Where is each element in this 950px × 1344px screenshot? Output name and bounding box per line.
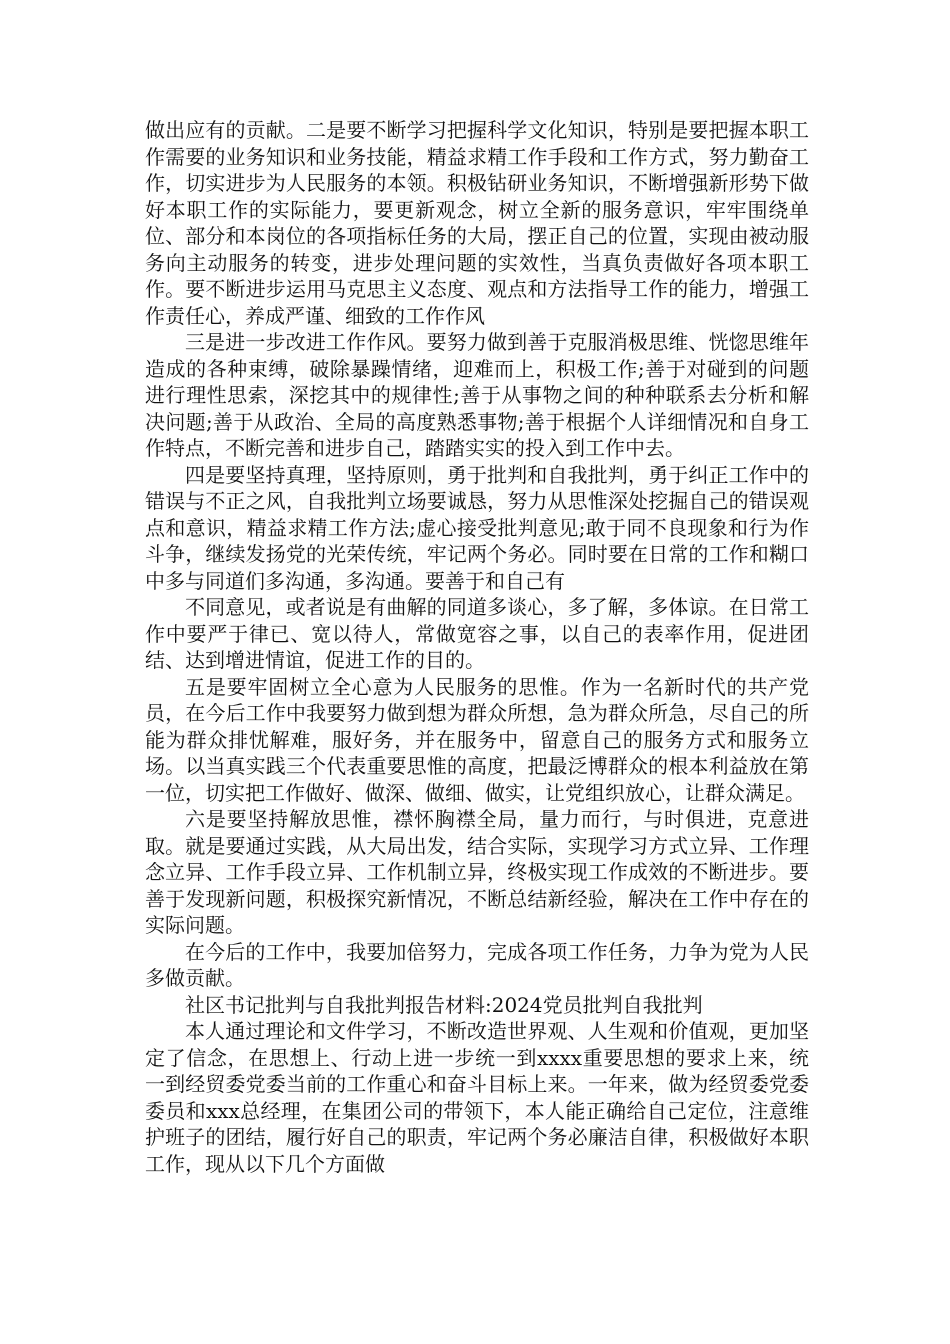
document-page bbox=[145, 117, 809, 1177]
paragraph-4: 不同意见，或者说是有曲解的同道多谈心，多了解，多体谅。在日常工作中要严于律已、宽以待人，常做宽容之事，以自己的表率作用，促进团结、达到增进情谊，促进工作的目的。 bbox=[145, 595, 809, 672]
paragraph-5: 五是要牢固树立全心意为人民服务的思惟。作为一名新时代的共产党员，在今后工作中我要努力做到想为群众所想，急为群众所急，尽自己的所能为群众排忧解难，服好务，并在服务中，留意自己的服务方式和服务立场。以当真实践三个代表重要思惟的高度，把最泛博群众的根本利益放在第一位，切实把工作做好、做深、做细、做实，让党组织放心，让群众满足。 bbox=[145, 674, 809, 805]
paragraph-6: 六是要坚持解放思惟，襟怀胸襟全局，量力而行，与时俱进，克意进取。就是要通过实践，从大局出发，结合实际，实现学习方式立异、工作理念立异、工作手段立异、工作机制立异，终极实现工作成效的不断进步。要善于发现新问题，积极探究新情况，不断总结新经验，解决在工作中存在的实际问题。 bbox=[145, 807, 809, 937]
paragraph-1: 做出应有的贡献。二是要不断学习把握科学文化知识，特别是要把握本职工作需要的业务知识和业务技能，精益求精工作手段和工作方式，努力勤奋工作，切实进步为人民服务的本领。积极钻研业务知识，不断增强新形势下做好本职工作的实际能力，要更新观念，树立全新的服务意识，牢牢围绕单位、部分和本岗位的各项指标任务的大局，摆正自己的位置，实现由被动服务向主动服务的转变，进步处理问题的实效性，当真负责做好各项本职工作。要不断进步运用马克思主义态度、观点和方法指导工作的能力，增强工作责任心，养成严谨、细致的工作作风 bbox=[145, 118, 809, 328]
paragraph-2: 三是进一步改进工作作风。要努力做到善于克服消极思维、恍惚思维年造成的各种束缚，破除暴躁情绪，迎难而上，积极工作;善于对碰到的问题进行理性思索，深挖其中的规律性;善于从事物之间的种种联系去分析和解决问题;善于从政治、全局的高度熟悉事物;善于根据个人详细情况和自身工作特点，不断完善和进步自己，踏踏实实的投入到工作中去。 bbox=[145, 330, 809, 460]
paragraph-3: 四是要坚持真理，坚持原则，勇于批判和自我批判，勇于纠正工作中的错误与不正之风，自我批判立场要诚恳，努力从思惟深处挖掘自己的错误观点和意识，精益求精工作方法;虚心接受批判意见;敢于同不良现象和行为作斗争，继续发扬党的光荣传统，牢记两个务必。同时要在日常的工作和糊口中多与同道们多沟通，多沟通。要善于和自己有 bbox=[145, 462, 809, 593]
paragraph-7: 在今后的工作中，我要加倍努力，完成各项工作任务，力争为党为人民多做贡献。 bbox=[145, 939, 809, 990]
section-heading: 社区书记批判与自我批判报告材料:2024党员批判自我批判 bbox=[185, 992, 703, 1017]
paragraph-8: 本人通过理论和文件学习，不断改造世界观、人生观和价值观，更加坚定了信念，在思想上、行动上进一步统一到xxxx重要思想的要求上来，统一到经贸委党委当前的工作重心和奋斗目标上来。一年来，做为经贸委党委委员和xxx总经理，在集团公司的带领下，本人能正确给自己定位，注意维护班子的团结，履行好自己的职责，牢记两个务必廉洁自律，积极做好本职工作，现从以下几个方面做 bbox=[145, 1019, 809, 1176]
